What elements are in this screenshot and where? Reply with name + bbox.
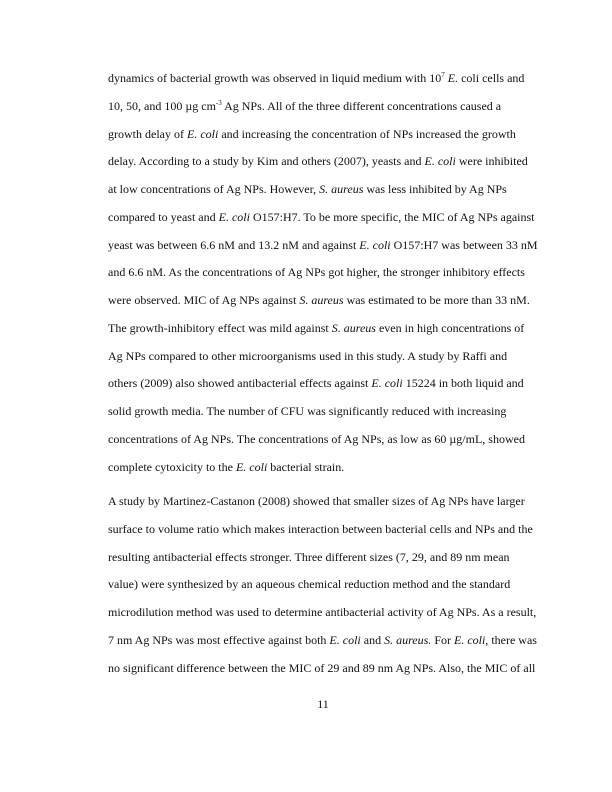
italic-term: S. aureus	[331, 320, 376, 335]
text-line: 7 nm Ag NPs was most effective against both E. coli and S. aureus. For E. coli, there was	[108, 632, 537, 647]
text-line: yeast was between 6.6 nM and 13.2 nM and against E. coli O157:H7 was between 33 nM	[108, 237, 538, 252]
italic-term: S. aureus.	[384, 632, 432, 647]
page-number: 11	[317, 697, 329, 711]
text-line: A study by Martinez-Castanon (2008) showed that smaller sizes of Ag NPs have larger	[108, 494, 525, 508]
text-line: at low concentrations of Ag NPs. However, S. aureus was less inhibited by Ag NPs	[108, 182, 507, 196]
text-line: and 6.6 nM. As the concentrations of Ag NPs got higher, the stronger inhibitory effects	[108, 265, 525, 280]
italic-term: E. coli	[235, 459, 268, 474]
text-line: Ag NPs compared to other microorganisms used in this study. A study by Raffi and	[108, 348, 508, 363]
text-line: complete cytoxicity to the E. coli bacterial strain.	[108, 459, 345, 474]
italic-term: E.	[447, 71, 459, 85]
text-line: no significant difference between the MIC of 29 and 89 nm Ag NPs. Also, the MIC of all	[108, 660, 536, 675]
italic-term: E. coli	[424, 154, 456, 169]
text-line: solid growth media. The number of CFU was significantly reduced with increasing	[108, 404, 507, 418]
text-line: dynamics of bacterial growth was observed in liquid medium with $10^7$ E. coli cells and	[108, 71, 525, 85]
text-line: resulting antibacterial effects stronger. Three different sizes (7, 29, and 89 nm mean	[108, 549, 510, 564]
italic-term: E. coli	[359, 237, 391, 252]
italic-term: S. aureus	[319, 182, 364, 196]
text-line: delay. According to a study by Kim and others (2007), yeasts and E. coli were inhibited	[108, 154, 528, 169]
italic-term: E. coli	[186, 126, 219, 141]
text-line: compared to yeast and E. coli O157:H7. To be more specific, the MIC of Ag NPs against	[108, 209, 535, 224]
italic-term: E. coli	[218, 209, 250, 224]
text-line: microdilution method was used to determine antibacterial activity of Ag NPs. As a result,	[108, 605, 537, 619]
superscript: -3	[215, 98, 222, 107]
text-line: 10, 50, and 100 µg $cm^{-3}$ Ag NPs. All of the three different concentrations caused a	[108, 98, 502, 113]
italic-term: E. coli	[329, 632, 361, 647]
text-line: were observed. MIC of Ag NPs against S. aureus was estimated to be more than 33 nM.	[108, 293, 530, 307]
text-line: growth delay of E. coli and increasing the concentration of NPs increased the growth	[108, 126, 516, 141]
text-line: concentrations of Ag NPs. The concentrations of Ag NPs, as low as 60 µg/mL, showed	[108, 431, 525, 446]
text-line: surface to volume ratio which makes interaction between bacterial cells and NPs and the	[108, 521, 533, 536]
italic-term: S. aureus	[299, 293, 344, 307]
text-line: others (2009) also showed antibacterial effects against E. coli 15224 in both liquid and	[108, 376, 524, 391]
italic-term: E. coli,	[453, 632, 489, 647]
italic-term: E. coli	[371, 376, 403, 391]
text-line: value) were synthesized by an aqueous chemical reduction method and the standard	[108, 577, 511, 592]
superscript: 7	[441, 71, 445, 79]
text-line: The growth-inhibitory effect was mild against S. aureus even in high concentrations of	[108, 320, 525, 335]
